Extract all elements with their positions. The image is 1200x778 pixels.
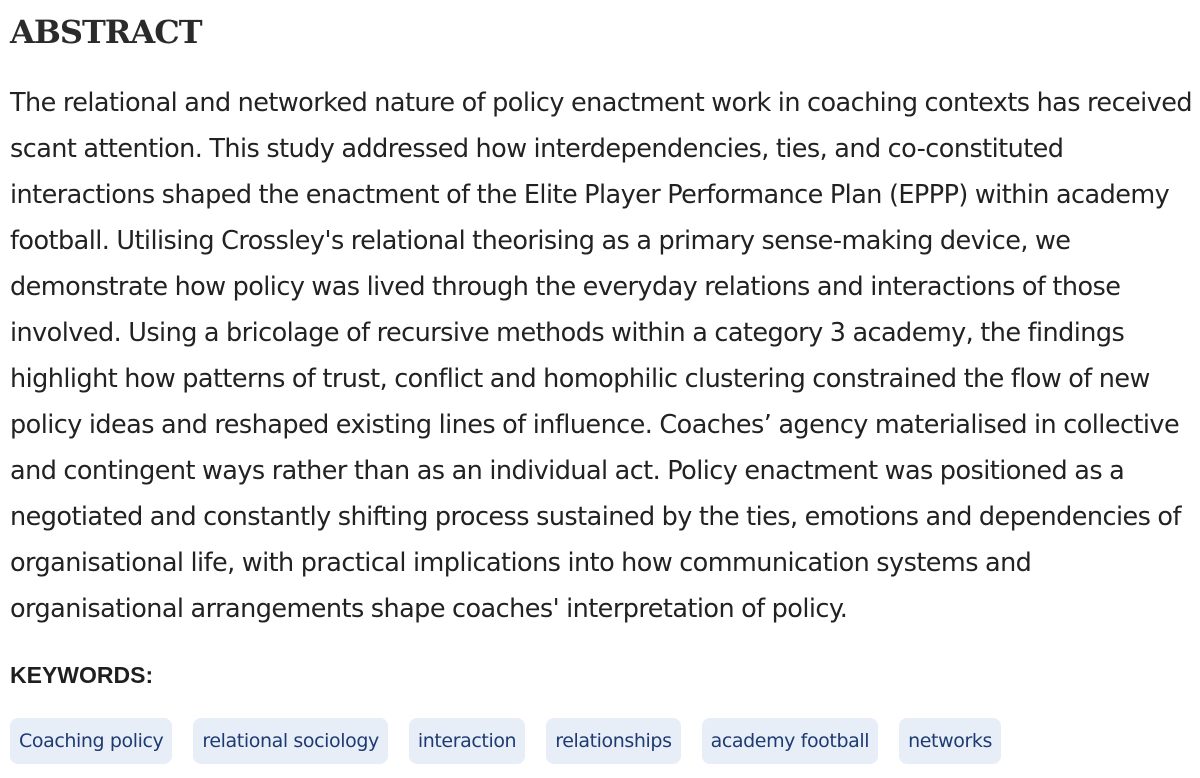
abstract-heading: ABSTRACT [10, 13, 202, 51]
abstract-line: interactions shaped the enactment of the Elite Player Performance Plan (EPPP) within academy [10, 180, 1170, 210]
abstract-line: football. Utilising Crossley's relational theorising as a primary sense-making device, we [10, 226, 1071, 256]
abstract-line: negotiated and constantly shifting process sustained by the ties, emotions and dependencies of [10, 502, 1181, 532]
keyword-link-academy-football[interactable]: academy football [702, 718, 879, 764]
keyword-list [10, 718, 1001, 764]
abstract-section [10, 0, 1196, 752]
abstract-line: scant attention. This study addressed how interdependencies, ties, and co-constituted [10, 134, 1064, 164]
abstract-line: demonstrate how policy was lived through the everyday relations and interactions of those [10, 272, 1121, 302]
keyword-link-relational-sociology[interactable]: relational sociology [193, 718, 387, 764]
abstract-line: organisational arrangements shape coaches' interpretation of policy. [10, 594, 848, 624]
abstract-line: and contingent ways rather than as an individual act. Policy enactment was positioned as a [10, 456, 1125, 486]
abstract-text [10, 80, 1194, 632]
keyword-link-interaction[interactable]: interaction [409, 718, 525, 764]
abstract-line: highlight how patterns of trust, conflict and homophilic clustering constrained the flow of new [10, 364, 1150, 394]
abstract-line: policy ideas and reshaped existing lines of influence. Coaches’ agency materialised in collective [10, 410, 1180, 440]
keyword-link-coaching-policy[interactable]: Coaching policy [10, 718, 172, 764]
abstract-line: involved. Using a bricolage of recursive methods within a category 3 academy, the findings [10, 318, 1125, 348]
keywords-heading: KEYWORDS: [10, 662, 154, 688]
keyword-link-networks[interactable]: networks [899, 718, 1001, 764]
abstract-line: organisational life, with practical implications into how communication systems and [10, 548, 1032, 578]
abstract-line: The relational and networked nature of policy enactment work in coaching contexts has received [10, 88, 1193, 118]
keyword-link-relationships[interactable]: relationships [546, 718, 680, 764]
